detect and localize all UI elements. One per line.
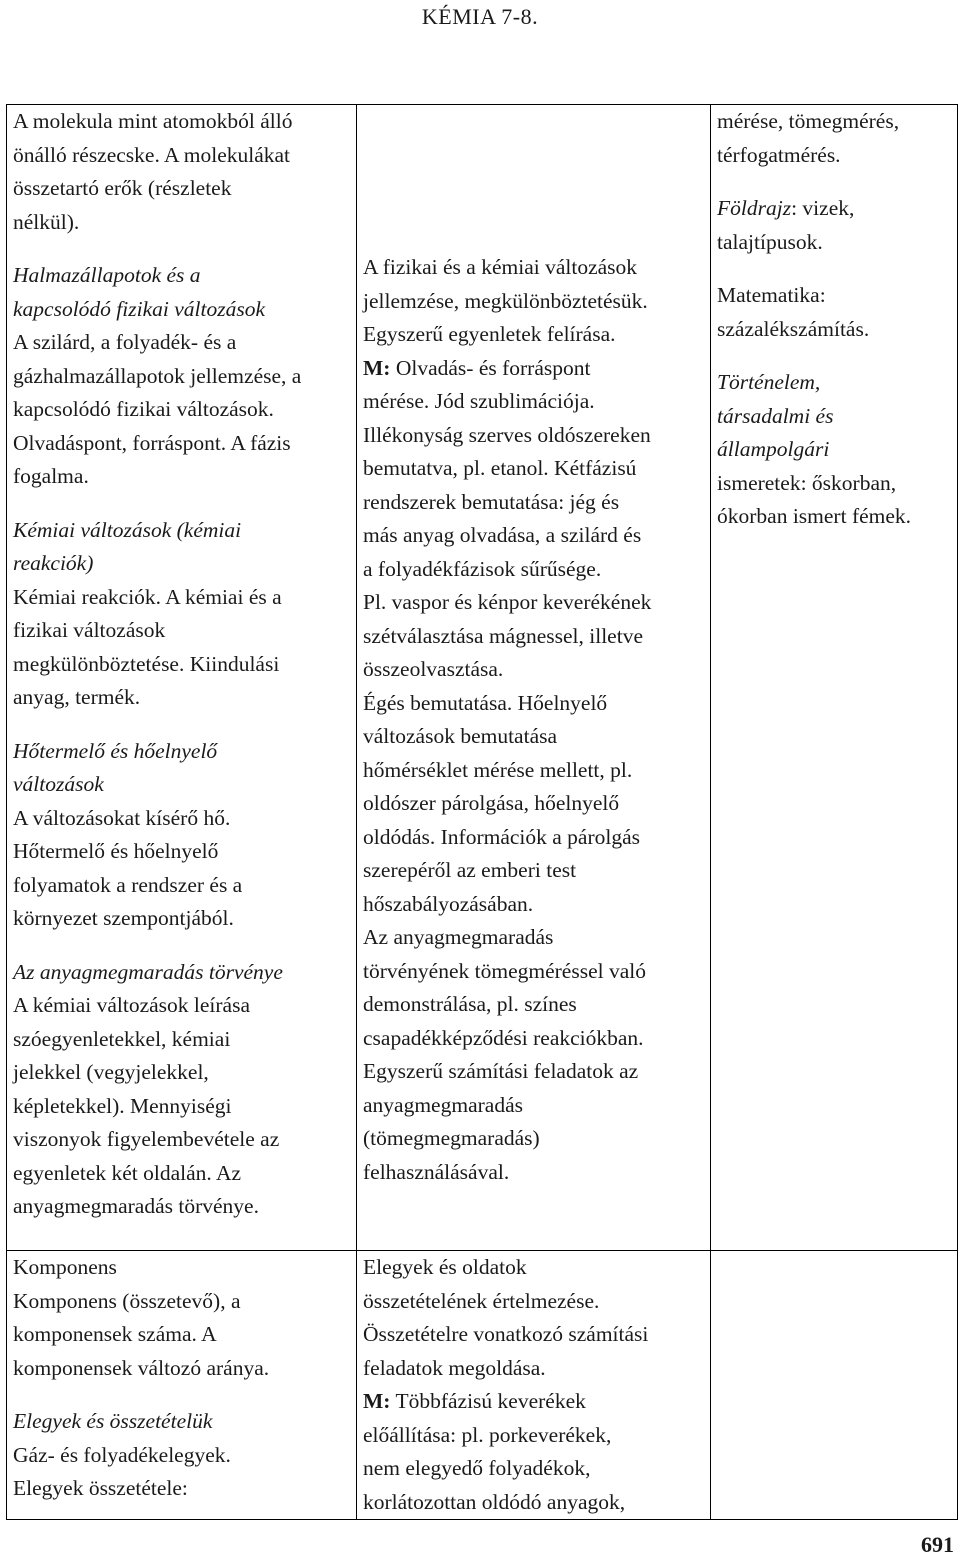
- activity-cell: [357, 105, 711, 1251]
- topic-paragraph-conservation: A kémiai változások leírása szóegyenletekkel, kémiai jelekkel (vegyjelekkel, képletekkel). Mennyiségi viszonyok figyelembevétele az egyenletek két oldalán. Az anyagmegmaradás törvénye.: [13, 993, 280, 1218]
- history-label: Történelem, társadalmi és állampolgári: [717, 370, 834, 461]
- activity-demonstrations-text: Olvadás- és forráspont mérése. Jód szublimációja. Illékonyság szerves oldószereken bemutatva, pl. etanol. Kétfázisú rendszerek bemutatása: jég és más anyag olvadása, a szilárd és a folyadékfázisok sűrűsége. Pl. vaspor és kénpor keverékének szétválasztása mágnessel, illetve összeolvasztása. Égés bemutatása. Hőelnyelő változások bemutatása hőmérséklet mérése mellett, pl. oldószer párolgása, hőelnyelő oldódás. Információk a párolgás szerepéről az emberi test hőszabályozásában. Az anyagmegmaradás törvényének tömegméréssel való demonstrálása, pl. színes csapadékképződési reakciókban. Egyszerű számítási feladatok az anyagmegmaradás (tömegmegmaradás) felhasználásával.: [363, 355, 652, 1184]
- connections-measurements: mérése, tömegmérés, térfogatmérés.: [717, 109, 900, 167]
- history-text: ismeretek: őskorban, ókorban ismert fémek.: [717, 470, 912, 528]
- math-text: : százalékszámítás.: [717, 283, 870, 341]
- activity-mixtures-text: Többfázisú keverékek előállítása: pl. porkeverékek, nem elegyedő folyadékok, korlátozottan oldódó anyagok,: [363, 1389, 626, 1514]
- topic-cell: [7, 105, 357, 1251]
- geography-text: : vizek, talajtípusok.: [717, 196, 855, 254]
- page-number: 691: [921, 1532, 954, 1557]
- topic-paragraph-states: A szilárd, a folyadék- és a gázhalmazállapotok jellemzése, a kapcsolódó fizikai változások. Olvadáspont, forráspont. A fázis fogalma.: [13, 330, 302, 488]
- activity-cell: [357, 1251, 711, 1520]
- curriculum-table: [6, 104, 958, 1520]
- topic-paragraph-component: Komponens Komponens (összetevő), a komponensek száma. A komponensek változó aránya.: [13, 1255, 270, 1380]
- activity-m-label: M:: [363, 355, 391, 380]
- activity-top-spacer: [363, 105, 704, 251]
- topic-heading-mixtures: Elegyek és összetételük: [13, 1409, 213, 1433]
- connections-math: [717, 279, 951, 346]
- table-row: [7, 1251, 958, 1520]
- page-header-title: KÉMIA 7-8.: [421, 4, 539, 29]
- activity-paragraph-mixtures: [363, 1385, 704, 1519]
- topic-heading-conservation: Az anyagmegmaradás törvénye: [13, 959, 283, 984]
- connections-geography: [717, 192, 951, 259]
- topic-paragraph-molecule: A molekula mint atomokból álló önálló részecske. A molekulákat összetartó erők (részletek nélkül).: [13, 109, 293, 234]
- connections-history: [717, 366, 951, 534]
- table-row: [7, 105, 958, 1251]
- connections-cell: [711, 1251, 958, 1520]
- topic-heading-reactions: Kémiai változások (kémiai reakciók): [13, 517, 242, 575]
- activity-paragraph-solutions: Elegyek és oldatok összetételének értelmezése. Összetételre vonatkozó számítási feladatok megoldása.: [363, 1255, 649, 1380]
- activity-m-label: M:: [363, 1389, 391, 1413]
- activity-paragraph-changes: A fizikai és a kémiai változások jellemzése, megkülönböztetésük. Egyszerű egyenletek felírása.: [363, 255, 648, 346]
- math-label: Matematika: [717, 283, 820, 307]
- geography-label: Földrajz: [717, 196, 792, 220]
- topic-cell: [7, 1251, 357, 1520]
- topic-heading-states: Halmazállapotok és a kapcsolódó fizikai változások: [13, 263, 265, 321]
- connections-cell: [711, 105, 958, 1251]
- topic-heading-heat: Hőtermelő és hőelnyelő változások: [13, 738, 218, 796]
- topic-paragraph-reactions: Kémiai reakciók. A kémiai és a fizikai változások megkülönböztetése. Kiindulási anyag, termék.: [13, 584, 282, 709]
- topic-paragraph-heat: A változásokat kísérő hő. Hőtermelő és hőelnyelő folyamatok a rendszer és a környezet szempontjából.: [13, 805, 243, 930]
- activity-paragraph-demonstrations: [363, 352, 704, 1190]
- topic-paragraph-mixtures: Gáz- és folyadékelegyek. Elegyek összetétele:: [13, 1442, 231, 1500]
